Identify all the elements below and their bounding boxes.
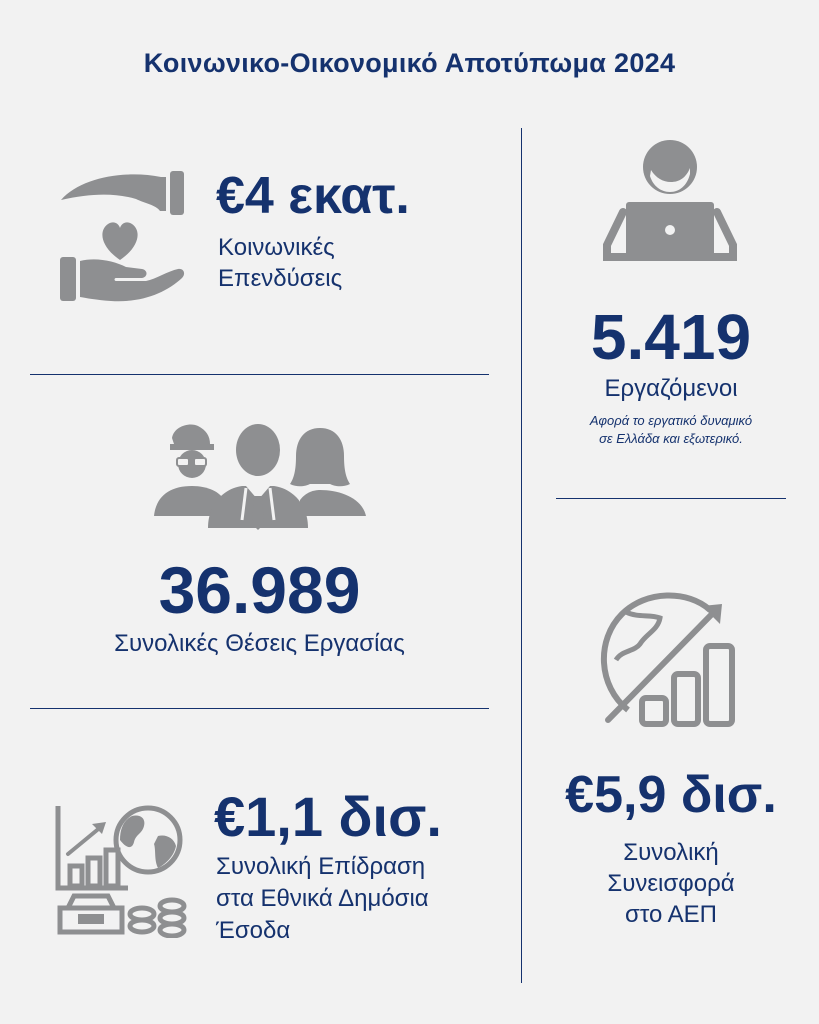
divider-left-2 — [30, 708, 489, 709]
hands-heart-icon — [56, 165, 186, 305]
total-jobs-label: Συνολικές Θέσεις Εργασίας — [114, 630, 405, 657]
public-revenue-value: €1,1 δισ. — [214, 785, 442, 848]
total-jobs-value: 36.989 — [158, 553, 361, 627]
gdp-label-line1: Συνολική — [623, 839, 719, 866]
people-group-icon — [150, 420, 370, 530]
public-revenue-label-line3: Έσοδα — [216, 917, 291, 944]
page-title: Κοινωνικο-Οικονομικό Αποτύπωμα 2024 — [143, 48, 676, 78]
public-revenue-label-line2: στα Εθνικά Δημόσια — [216, 885, 429, 912]
social-investments-label-line1: Κοινωνικές — [218, 234, 335, 261]
employees-note-line1: Αφορά το εργατικό δυναμικό — [589, 413, 753, 428]
employees-note-line2: σε Ελλάδα και εξωτερικό. — [599, 431, 743, 446]
social-investments-label-line2: Επενδύσεις — [218, 265, 343, 292]
social-investments-value: €4 εκατ. — [216, 167, 410, 225]
gdp-label-line2: Συνεισφορά — [607, 870, 735, 897]
employees-value: 5.419 — [590, 301, 752, 373]
vertical-divider — [521, 128, 522, 983]
globe-bar-chart-icon — [598, 590, 744, 728]
employees-label: Εργαζόμενοι — [604, 375, 738, 402]
divider-left-1 — [30, 374, 489, 375]
gdp-label-line3: στο ΑΕΠ — [625, 901, 717, 928]
revenue-growth-icon — [54, 800, 188, 938]
public-revenue-label-line1: Συνολική Επίδραση — [216, 853, 426, 880]
divider-right-1 — [556, 498, 786, 499]
gdp-value: €5,9 δισ. — [565, 766, 777, 824]
laptop-worker-icon — [601, 140, 741, 265]
